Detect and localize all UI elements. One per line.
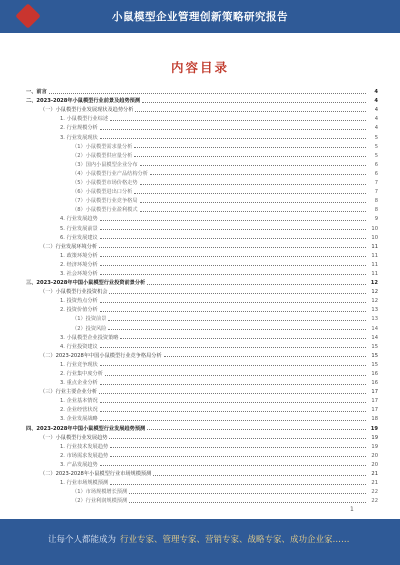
toc-leader-dots — [105, 375, 366, 376]
toc-entry[interactable] — [22, 195, 378, 204]
toc-entry-label: 1. 行业竞争现状 — [60, 361, 98, 368]
toc-entry-page: 13 — [371, 316, 378, 323]
toc-entry[interactable] — [22, 86, 378, 95]
toc-entry[interactable] — [22, 131, 378, 140]
page-number: 1 — [350, 506, 354, 513]
toc-entry-label: 3. 小鼠模型企业投资策略 — [60, 334, 119, 341]
toc-leader-dots — [134, 147, 366, 148]
toc-entry[interactable] — [22, 213, 378, 222]
toc-entry-page: 11 — [371, 252, 378, 259]
toc-entry-label: （一）小鼠模型行业发展现状及趋势分析 — [40, 107, 134, 114]
toc-entry-page: 7 — [374, 180, 378, 187]
toc-entry-label: 2. 行业规模分析 — [60, 125, 98, 132]
toc-heading: 内容目录 — [170, 60, 229, 75]
toc-entry-page: 20 — [371, 452, 378, 459]
toc-entry-label: （2）小鼠模型供应量分析 — [72, 152, 133, 159]
toc-leader-dots — [164, 356, 366, 357]
toc-leader-dots — [153, 475, 366, 476]
toc-entry-page: 4 — [374, 107, 378, 114]
toc-entry[interactable] — [22, 404, 378, 413]
toc-entry[interactable] — [22, 313, 378, 322]
toc-entry-label: （一）小鼠模型行业发展趋势 — [40, 434, 108, 441]
toc-entry[interactable] — [22, 377, 378, 386]
toc-entry-label: 三、2023-2028年中国小鼠模型行业投资前景分析 — [26, 280, 146, 287]
toc-entry[interactable] — [22, 268, 378, 277]
toc-entry-label: （8）小鼠模型行业盈利模式 — [72, 207, 138, 214]
toc-leader-dots — [108, 320, 366, 321]
toc-entry[interactable] — [22, 495, 378, 504]
toc-entry[interactable] — [22, 450, 378, 459]
toc-entry-page: 17 — [371, 389, 378, 396]
toc-entry-page: 17 — [371, 398, 378, 405]
toc-leader-dots — [100, 311, 366, 312]
toc-leader-dots — [108, 329, 366, 330]
toc-entry-page: 19 — [371, 434, 378, 441]
toc-leader-dots — [100, 138, 366, 139]
toc-entry-label: 6. 行业发展建议 — [60, 234, 98, 241]
toc-leader-dots — [100, 274, 366, 275]
toc-entry-label: 1. 企业基本情况 — [60, 398, 98, 405]
toc-leader-dots — [100, 220, 366, 221]
toc-leader-dots — [129, 493, 366, 494]
toc-leader-dots — [100, 229, 366, 230]
toc-entry-page: 20 — [371, 461, 378, 468]
toc-entry-label: （二）2023-2028年中国小鼠模型行业竞争格局分析 — [40, 352, 162, 359]
toc-entry-page: 11 — [371, 270, 378, 277]
footer-bar — [0, 519, 400, 565]
toc-leader-dots — [110, 447, 366, 448]
toc-leader-dots — [140, 202, 366, 203]
toc-entry[interactable] — [22, 250, 378, 259]
toc-entry-label: 2. 市场需求发展趋势 — [60, 452, 109, 459]
toc-entry-label: 3. 产品发展趋势 — [60, 461, 98, 468]
toc-entry-page: 13 — [371, 307, 378, 314]
toc-entry[interactable] — [22, 332, 378, 341]
toc-leader-dots — [100, 411, 366, 412]
toc-leader-dots — [100, 347, 366, 348]
toc-entry-label: （5）小鼠模型市场价格走势 — [72, 180, 138, 187]
toc-leader-dots — [100, 265, 366, 266]
toc-leader-dots — [150, 174, 366, 175]
toc-entry-label: 1. 投资热点分析 — [60, 298, 98, 305]
toc-entry[interactable] — [22, 304, 378, 313]
toc-entry-label: 1. 行业技术发展趋势 — [60, 443, 109, 450]
toc-entry-label: 1. 行业市场规模预测 — [60, 480, 109, 487]
toc-entry[interactable] — [22, 441, 378, 450]
toc-entry[interactable] — [22, 177, 378, 186]
toc-entry-page: 12 — [371, 298, 378, 305]
toc-entry[interactable] — [22, 113, 378, 122]
footer-slogan: 让每个人都能成为 — [48, 535, 117, 545]
toc-entry[interactable] — [22, 259, 378, 268]
toc-entry-page: 8 — [374, 207, 378, 214]
toc-entry[interactable] — [22, 186, 378, 195]
toc-leader-dots — [110, 120, 366, 121]
toc-entry[interactable] — [22, 477, 378, 486]
toc-leader-dots — [100, 365, 366, 366]
toc-entry-page: 19 — [370, 425, 378, 432]
toc-entry[interactable] — [22, 277, 378, 286]
logo-icon — [15, 3, 40, 28]
toc-entry-label: 4. 行业发展趋势 — [60, 216, 98, 223]
toc-entry-page: 5 — [374, 143, 378, 150]
toc-entry-page: 10 — [371, 234, 378, 241]
toc-leader-dots — [100, 256, 366, 257]
toc-entry-page: 15 — [371, 361, 378, 368]
toc-entry-label: （一）小鼠模型行业投资机会 — [40, 289, 108, 296]
toc-entry-label: （6）小鼠模型进出口分析 — [72, 189, 133, 196]
toc-entry-page: 9 — [374, 216, 378, 223]
toc-entry[interactable] — [22, 286, 378, 295]
toc-leader-dots — [100, 238, 366, 239]
toc-entry[interactable] — [22, 150, 378, 159]
toc-entry[interactable] — [22, 368, 378, 377]
toc-entry-page: 21 — [371, 471, 378, 478]
toc-entry-page: 12 — [370, 280, 378, 287]
toc-entry-page: 4 — [374, 116, 378, 123]
toc-leader-dots — [100, 465, 366, 466]
toc-leader-dots — [100, 302, 366, 303]
footer-tags: 行业专家、管理专家、营销专家、战略专家、成功企业家…… — [120, 535, 350, 545]
toc-leader-dots — [49, 93, 366, 94]
toc-leader-dots — [140, 211, 366, 212]
toc-entry-label: 2. 企业经营状况 — [60, 407, 98, 414]
toc-entry[interactable] — [22, 341, 378, 350]
toc-entry-label: （二）行业发展环境分析 — [40, 243, 98, 250]
toc-entry[interactable] — [22, 422, 378, 431]
toc-entry-page: 22 — [371, 498, 378, 505]
toc-leader-dots — [100, 129, 366, 130]
toc-entry-page: 18 — [371, 416, 378, 423]
toc-entry-label: 3. 重点企业分析 — [60, 380, 98, 387]
toc-entry-page: 22 — [371, 489, 378, 496]
toc-entry-page: 7 — [374, 189, 378, 196]
toc-entry-label: 2. 投资价值分析 — [60, 307, 98, 314]
toc-entry-page: 4 — [374, 98, 378, 105]
toc-entry-label: 3. 社会环境分析 — [60, 270, 98, 277]
toc-entry-page: 5 — [374, 152, 378, 159]
toc-leader-dots — [135, 111, 366, 112]
toc-entry-label: （1）小鼠模型需求量分析 — [72, 143, 133, 150]
toc-entry-page: 15 — [371, 352, 378, 359]
toc-entry-page: 14 — [371, 334, 378, 341]
toc-leader-dots — [109, 438, 366, 439]
toc-leader-dots — [109, 293, 366, 294]
toc-entry[interactable] — [22, 159, 378, 168]
toc-entry[interactable] — [22, 386, 378, 395]
toc-entry[interactable] — [22, 222, 378, 231]
toc-entry-label: 3. 行业发展现状 — [60, 134, 98, 141]
toc-entry[interactable] — [22, 359, 378, 368]
toc-entry[interactable] — [22, 232, 378, 241]
toc-entry-page: 19 — [371, 443, 378, 450]
toc-entry-page: 21 — [371, 480, 378, 487]
toc-leader-dots — [100, 384, 366, 385]
toc-entry-page: 8 — [374, 198, 378, 205]
toc-page — [22, 42, 378, 512]
toc-entry-label: （2）行业利润规模预测 — [72, 498, 128, 505]
toc-entry-page: 6 — [374, 161, 378, 168]
toc-entry[interactable] — [22, 432, 378, 441]
toc-entry-label: 1. 政策环境分析 — [60, 252, 98, 259]
toc-leader-dots — [142, 102, 366, 103]
toc-entry-page: 16 — [371, 371, 378, 377]
toc-entry-page: 6 — [374, 170, 378, 177]
toc-entry[interactable] — [22, 95, 378, 104]
toc-entry-label: （二）2023-2028年小鼠模型行业市场规模预测 — [40, 471, 152, 478]
toc-entry-label: 四、2023-2028年中国小鼠模型行业发展趋势预测 — [26, 425, 146, 432]
toc-leader-dots — [110, 484, 366, 485]
toc-list — [22, 86, 378, 504]
toc-entry[interactable] — [22, 241, 378, 250]
header-bar — [0, 0, 400, 33]
toc-leader-dots — [99, 393, 366, 394]
toc-entry[interactable] — [22, 295, 378, 304]
toc-entry-label: （2）投资风险 — [72, 325, 107, 332]
toc-entry-label: 2. 经济环境分析 — [60, 261, 98, 268]
toc-entry-label: 4. 行业投资建议 — [60, 343, 98, 350]
toc-entry-page: 11 — [371, 243, 378, 250]
toc-entry-label: 一、前言 — [26, 89, 47, 96]
toc-entry[interactable] — [22, 122, 378, 131]
toc-leader-dots — [140, 184, 366, 185]
toc-entry-page: 16 — [371, 380, 378, 387]
toc-leader-dots — [134, 193, 366, 194]
toc-entry-label: 2. 行业集中度分析 — [60, 371, 103, 377]
toc-entry-page: 17 — [371, 407, 378, 414]
toc-entry[interactable] — [22, 204, 378, 213]
toc-entry-label: 3. 企业发展战略 — [60, 416, 98, 423]
toc-entry[interactable] — [22, 322, 378, 331]
toc-entry[interactable] — [22, 459, 378, 468]
toc-entry-label: （1）市场规模增长预测 — [72, 489, 128, 496]
toc-leader-dots — [100, 402, 366, 403]
toc-entry-label: 二、2023-2028年小鼠模型行业前景及趋势预测 — [26, 98, 141, 105]
toc-leader-dots — [129, 502, 366, 503]
toc-entry[interactable] — [22, 141, 378, 150]
toc-entry-label: （3）国内小鼠模型企业分布 — [72, 161, 138, 168]
toc-entry-label: （三）行业主要企业分析 — [40, 389, 98, 396]
toc-leader-dots — [120, 338, 366, 339]
document-title: 小鼠模型企业管理创新策略研究报告 — [112, 11, 288, 23]
toc-entry-page: 12 — [371, 289, 378, 296]
toc-entry-page: 11 — [371, 261, 378, 268]
toc-leader-dots — [134, 156, 366, 157]
toc-leader-dots — [147, 429, 366, 430]
toc-entry[interactable] — [22, 104, 378, 113]
toc-leader-dots — [99, 247, 366, 248]
toc-entry[interactable] — [22, 486, 378, 495]
toc-leader-dots — [147, 284, 366, 285]
toc-entry-page: 4 — [374, 89, 378, 96]
toc-entry-label: 1. 小鼠模型行业综述 — [60, 116, 109, 123]
toc-entry-page: 14 — [371, 325, 378, 332]
toc-entry-page: 5 — [374, 134, 378, 141]
toc-entry[interactable] — [22, 468, 378, 477]
toc-leader-dots — [140, 165, 366, 166]
toc-entry-label: 5. 行业发展前景 — [60, 225, 98, 232]
toc-entry[interactable] — [22, 395, 378, 404]
toc-entry-page: 4 — [374, 125, 378, 132]
toc-leader-dots — [100, 420, 366, 421]
toc-entry-label: （7）小鼠模型行业竞争格局 — [72, 198, 138, 205]
toc-entry-label: （4）小鼠模型行业产品结构分析 — [72, 170, 148, 177]
toc-entry[interactable] — [22, 350, 378, 359]
toc-leader-dots — [110, 456, 366, 457]
toc-entry-label: （1）投资前景 — [72, 316, 107, 323]
toc-entry-page: 10 — [371, 225, 378, 232]
toc-entry[interactable] — [22, 413, 378, 422]
toc-entry[interactable] — [22, 168, 378, 177]
toc-entry-page: 15 — [371, 343, 378, 350]
